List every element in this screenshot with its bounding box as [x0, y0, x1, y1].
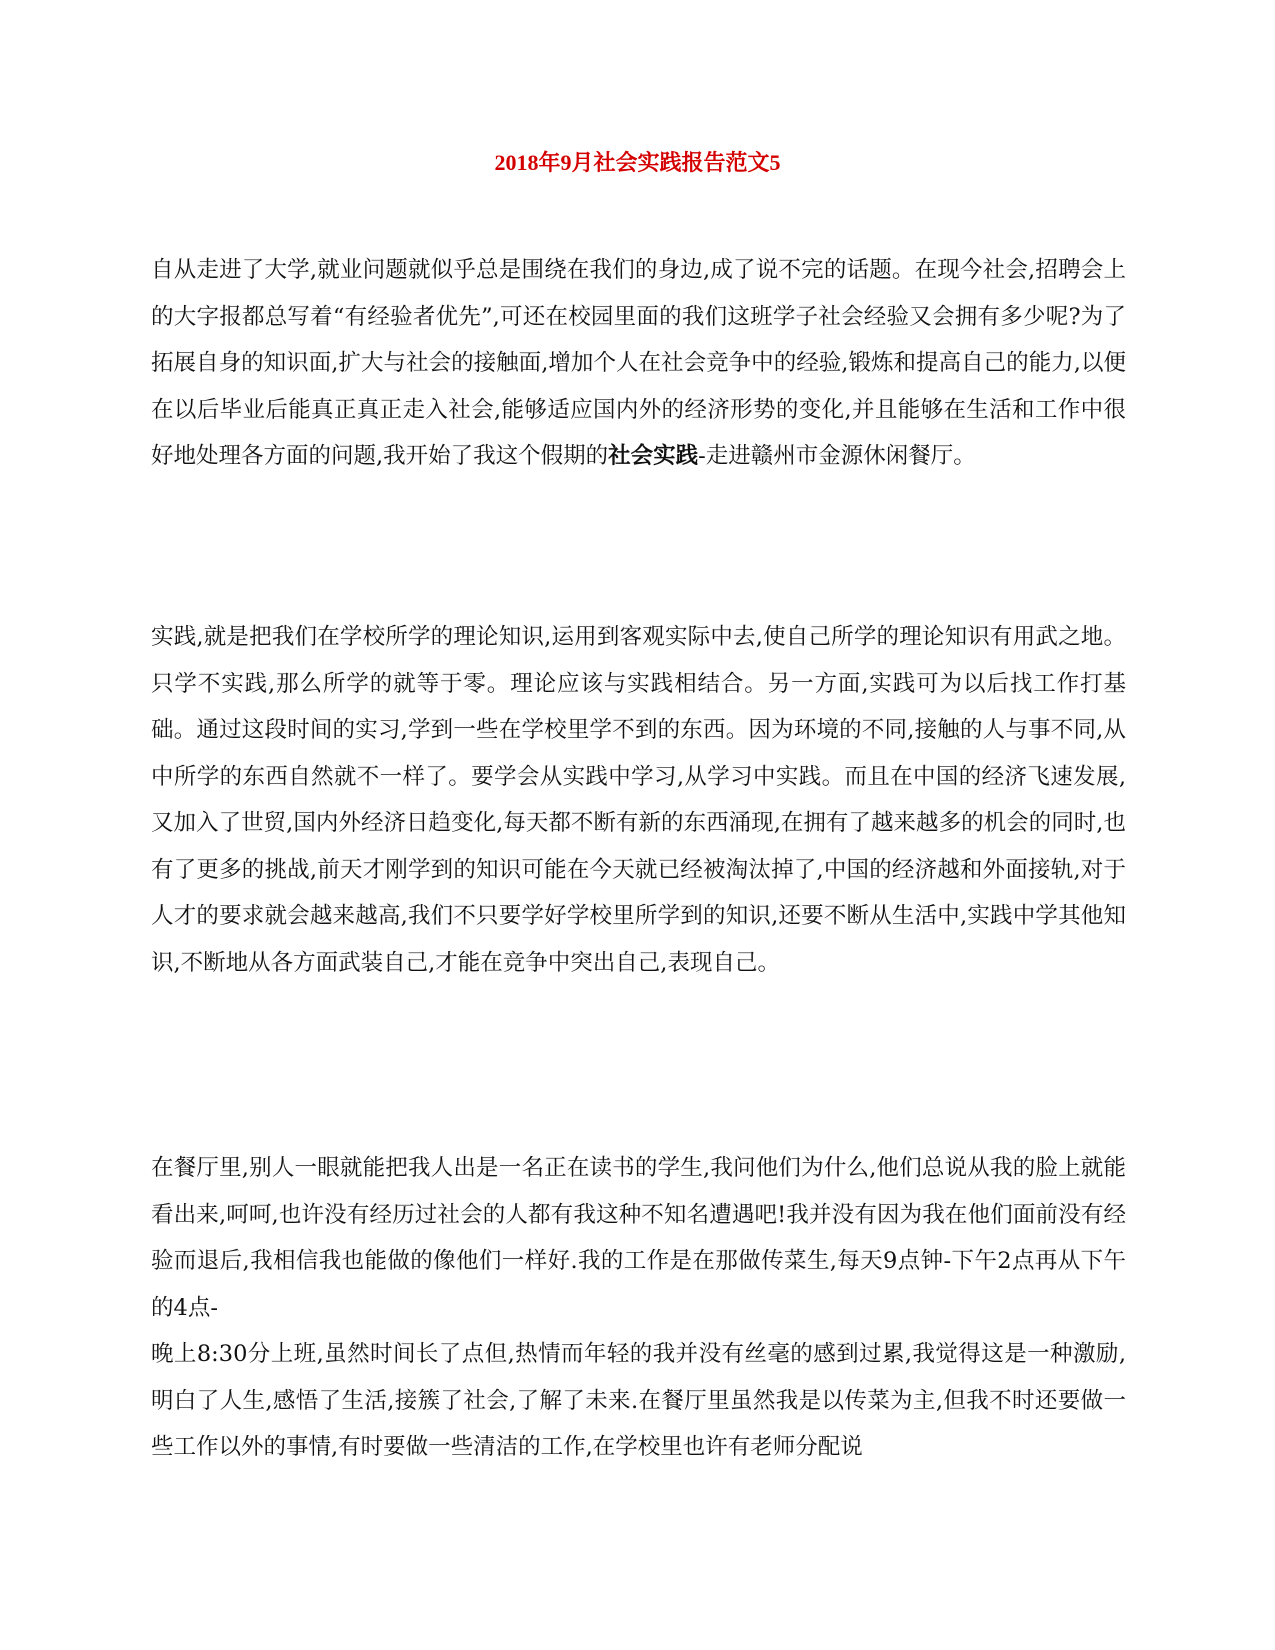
paragraph-3-text: 在餐厅里,别人一眼就能把我人出是一名正在读书的学生,我问他们为什么,他们总说从我的脸上就能看出来,呵呵,也许没有经历过社会的人都有我这种不知名遭遇吧!我并没有因为我在他们面前没有经验而退后,我相信我也能做的像他们一样好.我的工作是在那做传菜生,每天9点钟-下午2点再从下午的4点- — [151, 1155, 1126, 1321]
document-title: 2018年9月社会实践报告范文5 — [494, 150, 781, 175]
paragraph-3-text-continued: 晚上8:30分上班,虽然时间长了点但,热情而年轻的我并没有丝毫的感到过累,我觉得这是一种激励,明白了人生,感悟了生活,接簇了社会,了解了未来.在餐厅里虽然我是以传菜为主,但我不时还要做一些工作以外的事情,有时要做一些清洁的工作,在学校里也许有老师分配说 — [151, 1341, 1126, 1460]
paragraph-2-text: 实践,就是把我们在学校所学的理论知识,运用到客观实际中去,使自己所学的理论知识有用武之地。只学不实践,那么所学的就等于零。理论应该与实践相结合。另一方面,实践可为以后找工作打基础。通过这段时间的实习,学到一些在学校里学不到的东西。因为环境的不同,接触的人与事不同,从中所学的东西自然就不一样了。要学会从实践中学习,从学习中实践。而且在中国的经济飞速发展,又加入了世贸,国内外经济日趋变化,每天都不断有新的东西涌现,在拥有了越来越多的机会的同时,也有了更多的挑战,前天才刚学到的知识可能在今天就已经被淘汰掉了,中国的经济越和外面接轨,对于人才的要求就会越来越高,我们不只要学好学校里所学到的知识,还要不断从生活中,实践中学其他知识,不断地从各方面武装自己,才能在竞争中突出自己,表现自己。 — [151, 624, 1126, 976]
paragraph-1-bold-phrase: 社会实践 — [608, 443, 699, 469]
paragraph-2 — [151, 614, 1126, 986]
paragraph-1-text: 自从走进了大学,就业问题就似乎总是围绕在我们的身边,成了说不完的话题。在现今社会,招聘会上的大字报都总写着“有经验者优先”,可还在校园里面的我们这班学子社会经验又会拥有多少呢?为了拓展自身的知识面,扩大与社会的接触面,增加个人在社会竞争中的经验,锻炼和提高自己的能力,以便在以后毕业后能真正真正走入社会,能够适应国内外的经济形势的变化,并且能够在生活和工作中很好地处理各方面的问题,我开始了我这个假期的 — [151, 257, 1126, 469]
paragraph-1-text-end: -走进赣州市金源休闲餐厅。 — [698, 443, 976, 469]
paragraph-3 — [151, 1145, 1126, 1471]
paragraph-1 — [151, 247, 1126, 480]
